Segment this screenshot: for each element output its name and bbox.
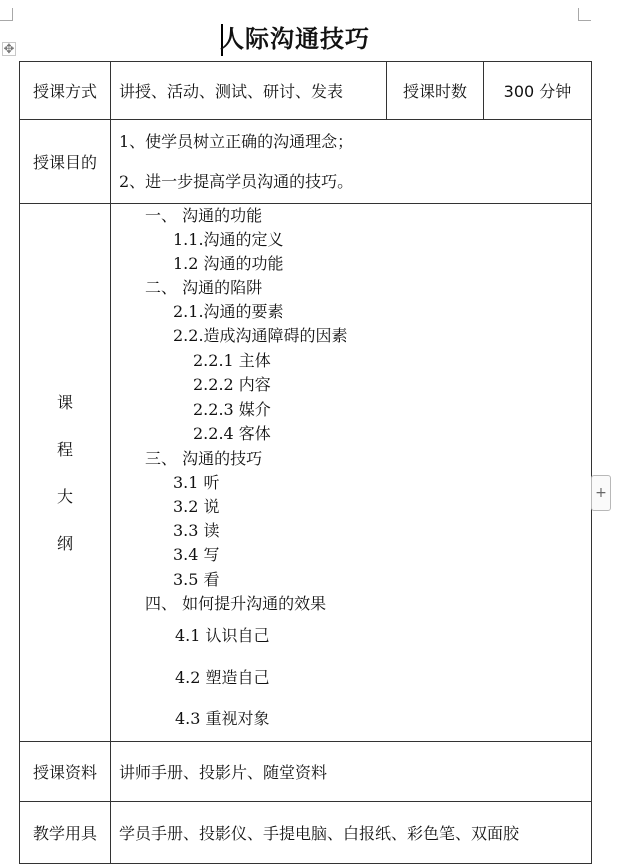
outline-subitem: 3.3 读 — [173, 521, 220, 540]
outline-subitem: 1.2 沟通的功能 — [173, 254, 284, 273]
hours-label: 授课时数 — [402, 82, 467, 101]
add-column-plus-icon[interactable]: + — [591, 475, 611, 511]
outline-label-char: 大 — [56, 486, 73, 506]
table-row-goals — [20, 120, 592, 204]
goal-item: 1、使学员树立正确的沟通理念； — [119, 131, 354, 151]
outline-section: 三、 沟通的技巧 — [145, 449, 263, 468]
outline-subitem: 4.3 重视对象 — [175, 709, 270, 728]
goals-label: 授课目的 — [32, 153, 97, 172]
materials-label: 授课资料 — [32, 763, 97, 782]
outline-subitem: 3.2 说 — [173, 497, 220, 516]
outline-subitem: 4.2 塑造自己 — [175, 668, 270, 687]
outline-label-cell[interactable] — [20, 204, 111, 742]
materials-value: 讲师手册、投影片、随堂资料 — [119, 763, 328, 782]
outline-subitem: 4.1 认识自己 — [175, 626, 270, 645]
outline-subsubitem: 2.2.1 主体 — [193, 351, 271, 370]
document-title[interactable]: 人际沟通技巧 — [220, 24, 370, 53]
outline-section: 四、 如何提升沟通的效果 — [145, 594, 327, 613]
outline-subitem: 3.5 看 — [173, 570, 220, 589]
method-label: 授课方式 — [32, 82, 97, 101]
goals-label-cell[interactable] — [20, 120, 111, 204]
goals-value-cell[interactable] — [111, 120, 592, 204]
method-value-cell[interactable] — [111, 62, 387, 120]
outline-label-char: 程 — [56, 439, 73, 459]
outline-section: 二、 沟通的陷阱 — [145, 278, 263, 297]
tools-value-cell[interactable] — [111, 802, 592, 864]
table-row-method — [20, 62, 592, 120]
hours-label-cell[interactable] — [387, 62, 484, 120]
page-corner-top-right — [578, 8, 591, 21]
outline-subitem: 1.1.沟通的定义 — [173, 230, 284, 249]
materials-label-cell[interactable] — [20, 742, 111, 802]
page-corner-top-left — [0, 8, 13, 21]
table-row-outline — [20, 204, 592, 742]
tools-label: 教学用具 — [32, 824, 97, 843]
outline-subitem: 3.4 写 — [173, 545, 220, 564]
course-table — [19, 61, 592, 864]
outline-subsubitem: 2.2.3 媒介 — [193, 400, 271, 419]
outline-subsubitem: 2.2.2 内容 — [193, 375, 271, 394]
course-outline — [111, 204, 591, 740]
tools-value: 学员手册、投影仪、手提电脑、白报纸、彩色笔、双面胶 — [119, 824, 520, 843]
outline-subsubitem: 2.2.4 客体 — [193, 424, 271, 443]
table-move-handle-icon[interactable]: ✥ — [3, 42, 15, 57]
method-value: 讲授、活动、测试、研讨、发表 — [119, 82, 344, 101]
materials-value-cell[interactable] — [111, 742, 592, 802]
outline-section: 一、 沟通的功能 — [145, 206, 263, 225]
method-label-cell[interactable] — [20, 62, 111, 120]
outline-label-char: 纲 — [56, 533, 73, 553]
hours-value: 300 分钟 — [503, 82, 572, 101]
goal-item: 2、进一步提高学员沟通的技巧。 — [119, 171, 354, 191]
outline-subitem: 2.1.沟通的要素 — [173, 302, 284, 321]
outline-label-char: 课 — [56, 392, 73, 412]
table-row-materials — [20, 742, 592, 802]
outline-subitem: 3.1 听 — [173, 473, 220, 492]
outline-subitem: 2.2.造成沟通障碍的因素 — [173, 326, 348, 345]
outline-content-cell[interactable] — [111, 204, 592, 742]
tools-label-cell[interactable] — [20, 802, 111, 864]
table-row-tools — [20, 802, 592, 864]
hours-value-cell[interactable] — [484, 62, 592, 120]
